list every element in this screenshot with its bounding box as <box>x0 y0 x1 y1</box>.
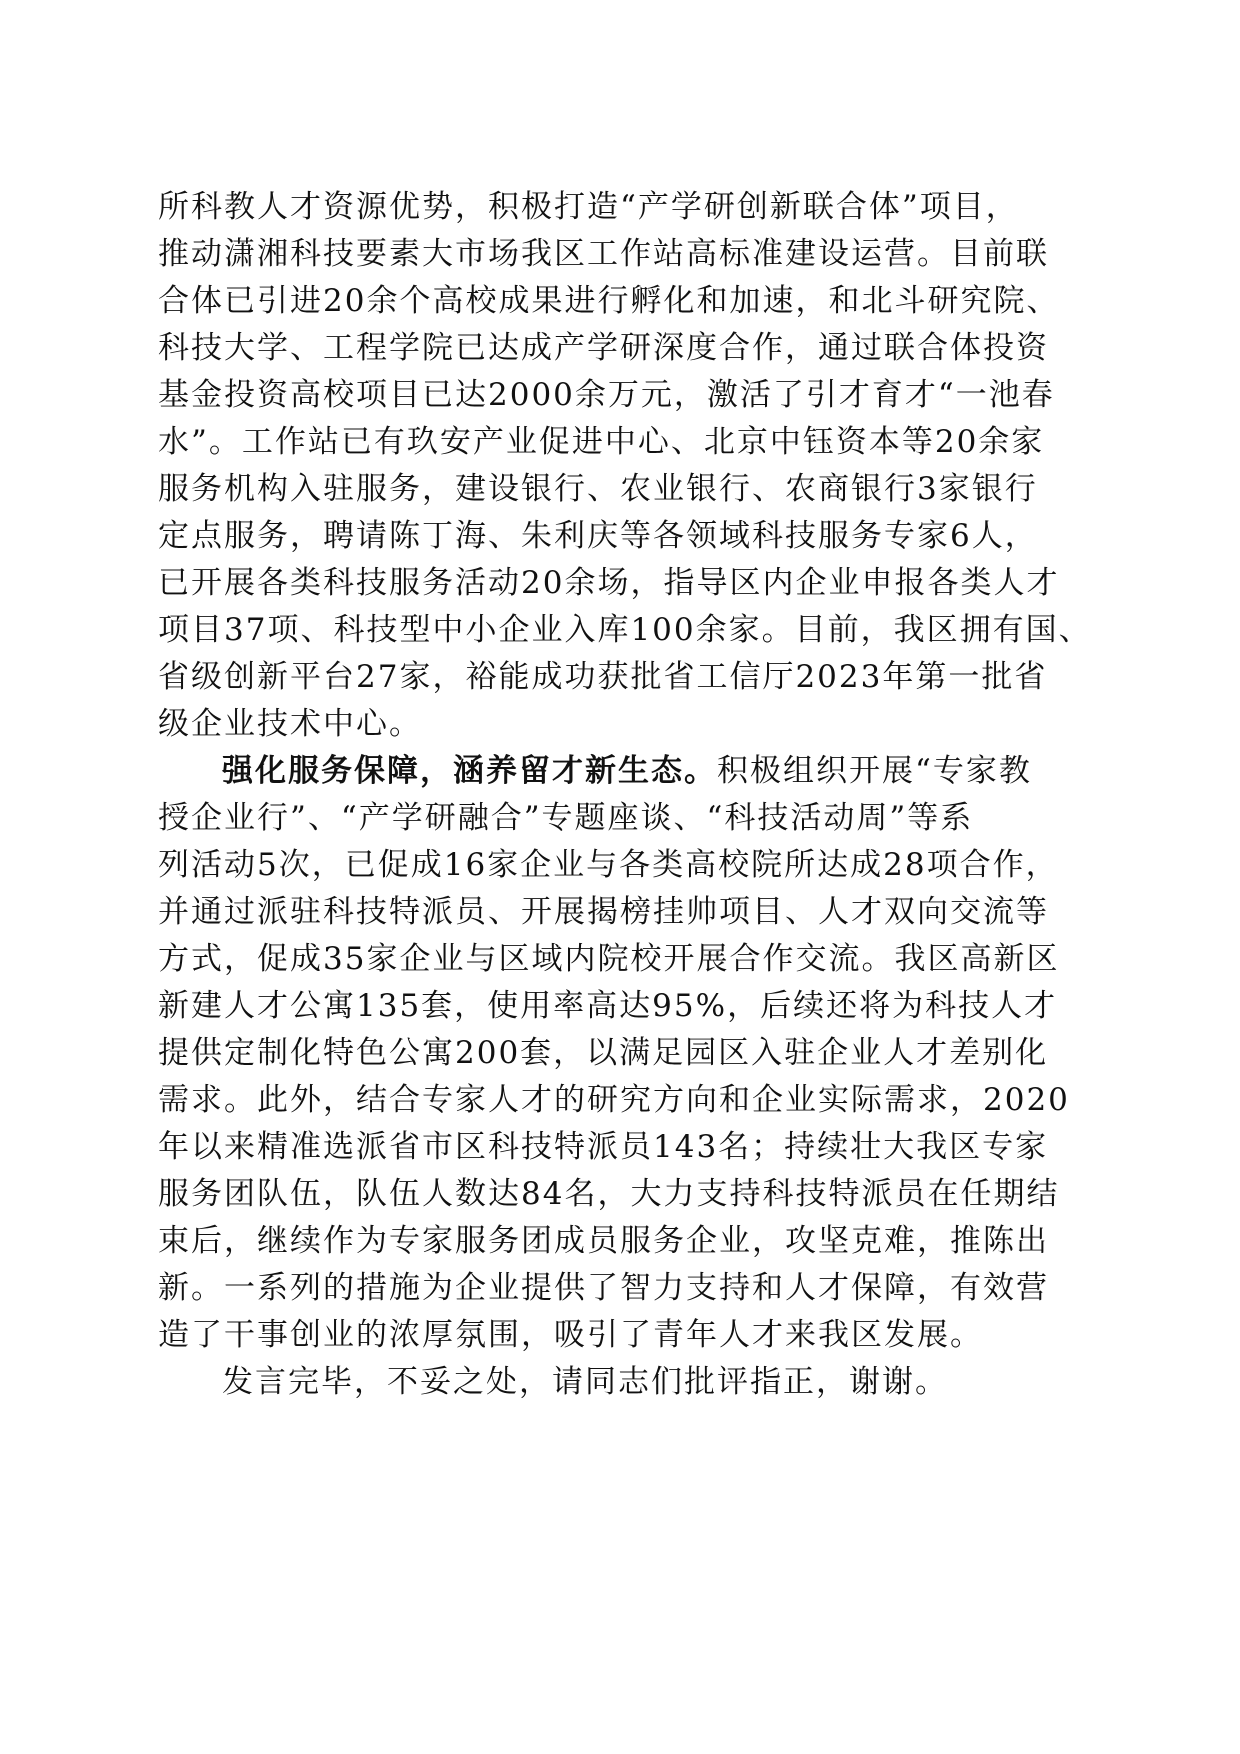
text-line: 并通过派驻科技特派员、开展揭榜挂帅项目、人才双向交流等 <box>158 894 1049 930</box>
text-line: 定点服务，聘请陈丁海、朱利庆等各领域科技服务专家6人， <box>158 518 1038 554</box>
text-line: 造了干事创业的浓厚氛围，吸引了青年人才来我区发展。 <box>158 1317 983 1353</box>
text-run: 积极组织开展“专家教 <box>717 753 1032 789</box>
paragraph-first-line <box>158 748 1098 795</box>
text-line: 推动潇湘科技要素大市场我区工作站高标准建设运营。目前联 <box>158 236 1049 272</box>
text-line: 所科教人才资源优势，积极打造“产学研创新联合体”项目， <box>158 189 1019 225</box>
paragraph-service-guarantee <box>158 748 1098 1359</box>
text-line: 年以来精准选派省市区科技特派员143名；持续壮大我区专家 <box>158 1129 1049 1165</box>
text-line: 合体已引进20余个高校成果进行孵化和加速，和北斗研究院、 <box>158 283 1060 319</box>
text-line: 服务团队伍，队伍人数达84名，大力支持科技特派员在任期结 <box>158 1176 1060 1212</box>
text-line: 项目37项、科技型中小企业入库100余家。目前，我区拥有国、 <box>158 612 1092 648</box>
section-heading: 强化服务保障，涵养留才新生态。 <box>222 753 717 789</box>
text-line: 基金投资高校项目已达2000余万元，激活了引才育才“一池春 <box>158 377 1055 413</box>
text-line: 服务机构入驻服务，建设银行、农业银行、农商银行3家银行 <box>158 471 1038 507</box>
text-line: 省级创新平台27家，裕能成功获批省工信厅2023年第一批省 <box>158 659 1048 695</box>
paragraph-continued <box>158 184 1098 748</box>
text-line: 已开展各类科技服务活动20余场，指导区内企业申报各类人才 <box>158 565 1060 601</box>
text-line: 新。一系列的措施为企业提供了智力支持和人才保障，有效营 <box>158 1270 1049 1306</box>
paragraph-closing <box>158 1359 1098 1406</box>
text-line: 束后，继续作为专家服务团成员服务企业，攻坚克难，推陈出 <box>158 1223 1049 1259</box>
text-line: 提供定制化特色公寓200套，以满足园区入驻企业人才差别化 <box>158 1035 1049 1071</box>
text-line: 科技大学、工程学院已达成产学研深度合作，通过联合体投资 <box>158 330 1049 366</box>
text-line: 级企业技术中心。 <box>158 706 422 742</box>
closing-remark: 发言完毕，不妥之处，请同志们批评指正，谢谢。 <box>222 1364 948 1400</box>
text-line: 需求。此外，结合专家人才的研究方向和企业实际需求，2020 <box>158 1082 1070 1118</box>
text-line: 水”。工作站已有玖安产业促进中心、北京中钰资本等20余家 <box>158 424 1045 460</box>
text-line: 新建人才公寓135套，使用率高达95%，后续还将为科技人才 <box>158 988 1058 1024</box>
document-body <box>158 184 1098 1406</box>
text-line: 方式，促成35家企业与区域内院校开展合作交流。我区高新区 <box>158 941 1060 977</box>
text-line: 授企业行”、“产学研融合”专题座谈、“科技活动周”等系 <box>158 800 974 836</box>
text-line: 列活动5次，已促成16家企业与各类高校院所达成28项合作， <box>158 847 1059 883</box>
